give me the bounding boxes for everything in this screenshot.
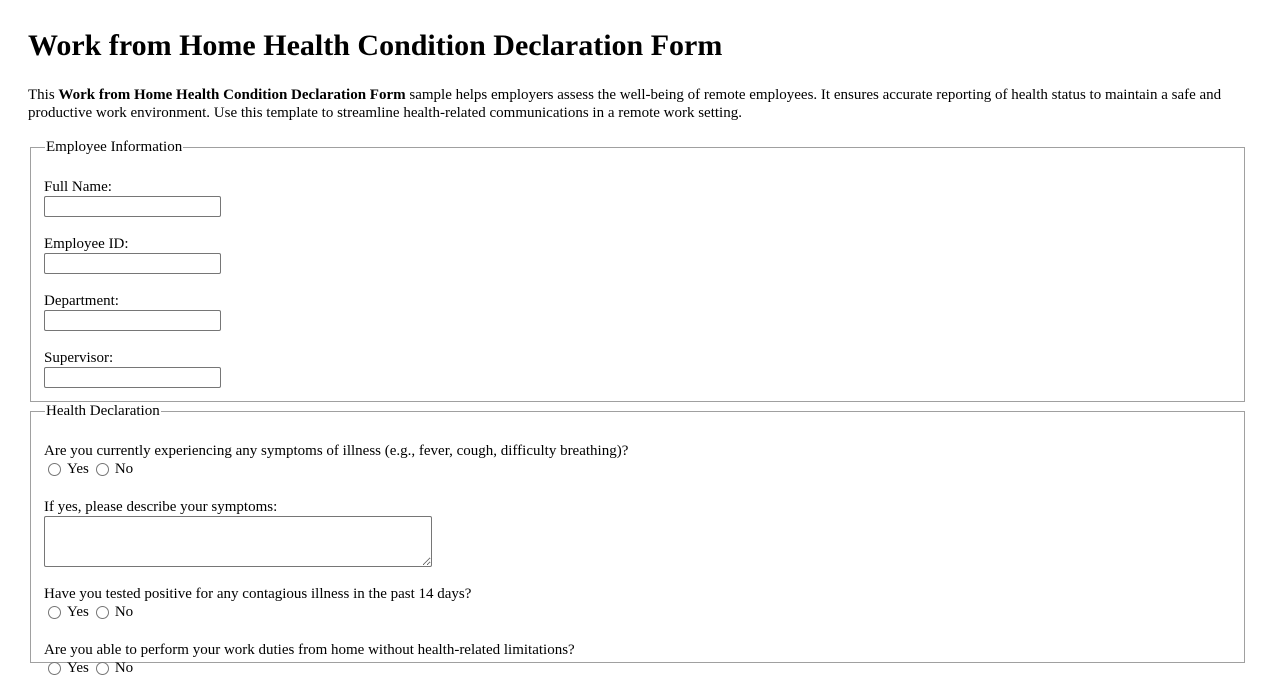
employee-information-fieldset	[30, 139, 1245, 402]
full-name-input[interactable]	[44, 196, 221, 217]
work-ability-label: Are you able to perform your work duties from home without health-related limitations?	[44, 642, 575, 658]
full-name-label: Full Name:	[44, 179, 112, 195]
yes-label: Yes	[67, 604, 89, 620]
employee-information-legend: Employee Information	[46, 139, 183, 155]
symptoms-yes-radio[interactable]	[48, 463, 61, 476]
employee-id-label: Employee ID:	[44, 236, 129, 252]
work-ability-no-radio[interactable]	[96, 662, 109, 675]
employee-id-group	[44, 235, 221, 274]
work-ability-yes-radio[interactable]	[48, 662, 61, 675]
department-input[interactable]	[44, 310, 221, 331]
symptoms-question-label: Are you currently experiencing any symptoms of illness (e.g., fever, cough, difficulty breathing)?	[44, 443, 629, 459]
intro-text: This	[28, 87, 59, 103]
no-label: No	[114, 604, 134, 620]
page-title: Work from Home Health Condition Declaration Form	[28, 29, 723, 62]
intro-text-rest: sample helps employers assess the well-being of remote employees. It ensures accurate reporting of health status to maintain a safe and productive work environment. Use this template to streamline health-related communications in a remote work setting.	[28, 87, 1222, 121]
full-name-group	[44, 178, 221, 217]
no-label: No	[114, 461, 134, 477]
tested-positive-label: Have you tested positive for any contagious illness in the past 14 days?	[44, 586, 472, 602]
symptoms-description-group	[44, 498, 432, 567]
symptoms-question	[44, 442, 628, 478]
intro-bold: Work from Home Health Condition Declaration Form	[58, 87, 406, 103]
yes-label: Yes	[67, 461, 89, 477]
symptoms-description-label: If yes, please describe your symptoms:	[44, 499, 278, 515]
department-group	[44, 292, 221, 331]
yes-label: Yes	[67, 660, 89, 676]
employee-id-input[interactable]	[44, 253, 221, 274]
tested-positive-question	[44, 585, 471, 621]
supervisor-label: Supervisor:	[44, 350, 114, 366]
symptoms-no-radio[interactable]	[96, 463, 109, 476]
intro-paragraph	[28, 86, 1250, 122]
supervisor-group	[44, 349, 221, 388]
symptoms-description-textarea[interactable]	[44, 516, 432, 567]
no-label: No	[114, 660, 134, 676]
supervisor-input[interactable]	[44, 367, 221, 388]
health-declaration-fieldset	[30, 403, 1245, 676]
work-ability-question	[44, 641, 575, 677]
department-label: Department:	[44, 293, 119, 309]
tested-positive-no-radio[interactable]	[96, 606, 109, 619]
tested-positive-yes-radio[interactable]	[48, 606, 61, 619]
health-declaration-legend: Health Declaration	[46, 403, 160, 419]
